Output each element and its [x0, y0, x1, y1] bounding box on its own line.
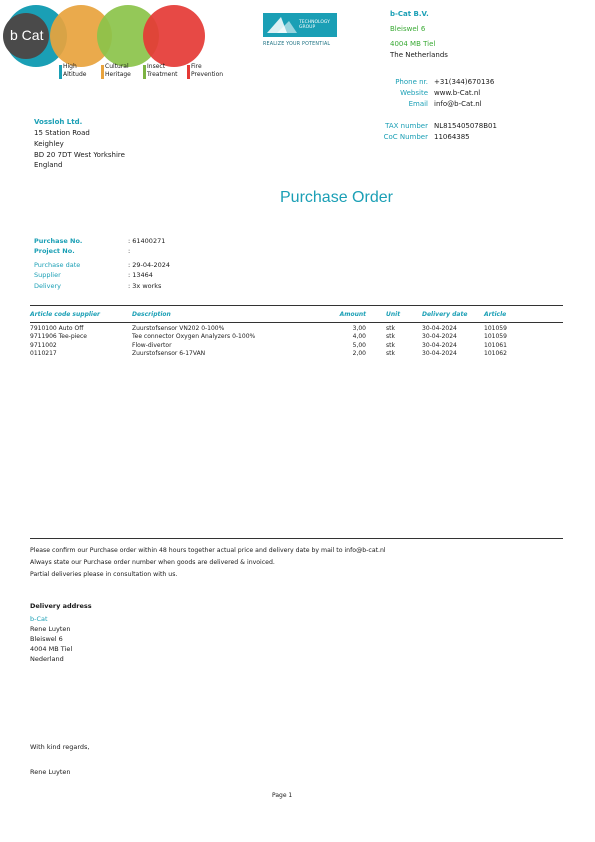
tax-value: NL815405078B01	[434, 122, 497, 130]
website-value: www.b-Cat.nl	[434, 88, 481, 97]
col-amount: Amount	[322, 311, 372, 323]
closing-text: With kind regards,	[30, 743, 90, 751]
delivery-address	[30, 601, 92, 664]
partner-logo	[263, 13, 337, 37]
email-value: info@b-Cat.nl	[434, 99, 482, 108]
table-row	[30, 332, 563, 341]
company-city: 4004 MB Tiel	[390, 39, 436, 48]
supplier-line-1: 15 Station Road	[34, 128, 90, 137]
company-name: b-Cat B.V.	[390, 10, 429, 18]
table-header-row	[30, 311, 563, 323]
order-notes	[30, 545, 386, 581]
pillar-bar-4	[187, 65, 190, 79]
phone-value: +31(344)670136	[434, 78, 495, 86]
cell-delivery-date: 30-04-2024	[422, 324, 457, 332]
cell-amount: 4,00	[352, 333, 366, 340]
company-registration-labels	[340, 121, 428, 143]
pillar-bar-3	[143, 65, 146, 79]
company-address	[390, 9, 448, 60]
delivery-person: Rene Luyten	[30, 625, 71, 634]
page-number: Page 1	[272, 792, 293, 799]
cell-article-code: 0110217	[30, 350, 57, 357]
cell-description: Flow-divertor	[132, 341, 172, 349]
cell-amount: 5,00	[352, 341, 366, 349]
cell-article: 101062	[484, 350, 507, 357]
company-country: The Netherlands	[390, 50, 448, 59]
company-street: Bleiswel 6	[390, 24, 426, 33]
website-label: Website	[400, 88, 428, 97]
phone-label: Phone nr.	[395, 78, 428, 86]
cell-description: Zuurstofsensor VN202 0-100%	[132, 324, 225, 332]
pillar-bar-2	[101, 65, 104, 79]
delivery-heading: Delivery address	[30, 602, 92, 610]
bcat-logo	[5, 5, 235, 69]
logo-name: b Cat	[10, 27, 44, 43]
cell-unit: stk	[386, 341, 395, 349]
pillar-bar-1	[59, 65, 62, 79]
tax-label: TAX number	[385, 122, 428, 130]
supplier-name: Vossloh Ltd.	[34, 118, 83, 126]
cell-article: 101059	[484, 333, 507, 340]
meta-purchase-date: Purchase date : 29-04-2024	[34, 260, 171, 269]
cell-article: 101061	[484, 341, 507, 349]
cell-delivery-date: 30-04-2024	[422, 333, 457, 340]
logo-circle-fire	[143, 5, 205, 67]
meta-supplier: Supplier : 13464	[34, 271, 153, 280]
note-order-number: Always state our Purchase order number when goods are delivered & invoiced.	[30, 559, 275, 567]
pillar-label-4: Fire Prevention	[191, 63, 224, 79]
pillar-label-1: High Altitude	[63, 63, 87, 79]
partner-logo-name: TECHNOLOGY GROUP	[299, 20, 330, 31]
meta-delivery: Delivery : 3x works	[34, 281, 162, 290]
company-contact-values	[434, 77, 494, 110]
meta-purchase-no: Purchase No. : 61400271	[34, 237, 166, 245]
cell-description: Tee connector Oxygen Analyzers 0-100%	[132, 333, 256, 340]
note-partial-deliveries: Partial deliveries please in consultation with us.	[30, 571, 178, 579]
cell-article: 101059	[484, 324, 507, 332]
cell-article-code: 9711002	[30, 341, 57, 349]
email-label: Email	[408, 99, 428, 108]
delivery-country: Nederland	[30, 655, 64, 664]
table-row	[30, 340, 563, 349]
col-article: Article	[482, 311, 563, 323]
cell-unit: stk	[386, 350, 395, 357]
cell-amount: 2,00	[352, 350, 366, 357]
order-meta	[34, 236, 170, 291]
signature-name: Rene Luyten	[30, 768, 71, 776]
cell-unit: stk	[386, 333, 395, 340]
cell-description: Zuurstofsensor 6-17VAN	[132, 350, 206, 357]
supplier-address	[34, 117, 125, 171]
table-top-rule	[30, 305, 563, 306]
cell-amount: 3,00	[352, 324, 366, 332]
delivery-city: 4004 MB Tiel	[30, 645, 73, 654]
col-unit: Unit	[372, 311, 422, 323]
col-delivery-date: Delivery date	[422, 311, 482, 323]
delivery-company: b-Cat	[30, 615, 48, 624]
cell-delivery-date: 30-04-2024	[422, 350, 457, 357]
cell-article-code: 7910100 Auto Off	[30, 324, 84, 332]
document-title: Purchase Order	[280, 189, 393, 206]
cell-unit: stk	[386, 324, 395, 332]
meta-project-no: Project No. :	[34, 247, 131, 256]
delivery-street: Bleiswel 6	[30, 635, 63, 644]
coc-label: CoC Number	[383, 132, 428, 141]
note-confirm: Please confirm our Purchase order within 48 hours together actual price and delivery date by mail to info@b-cat.nl	[30, 547, 386, 554]
table-row	[30, 349, 563, 358]
supplier-line-3: BD 20 7DT West Yorkshire	[34, 150, 125, 159]
company-registration-values	[434, 121, 497, 143]
pillar-label-3: Insect Treatment	[147, 63, 178, 79]
supplier-line-2: Keighley	[34, 139, 64, 148]
company-contact-labels	[340, 77, 428, 110]
notes-top-rule	[30, 538, 563, 539]
partner-tagline: REALIZE YOUR POTENTIAL	[263, 42, 331, 47]
supplier-line-4: England	[34, 161, 63, 170]
col-description: Description	[132, 311, 322, 323]
pillar-label-2: Cultural Heritage	[105, 63, 131, 79]
col-article-code: Article code supplier	[30, 311, 132, 323]
coc-value: 11064385	[434, 132, 470, 141]
table-row	[30, 323, 563, 332]
cell-article-code: 9711906 Tee-piece	[30, 333, 87, 340]
cell-delivery-date: 30-04-2024	[422, 341, 457, 349]
order-lines-table	[30, 311, 563, 357]
